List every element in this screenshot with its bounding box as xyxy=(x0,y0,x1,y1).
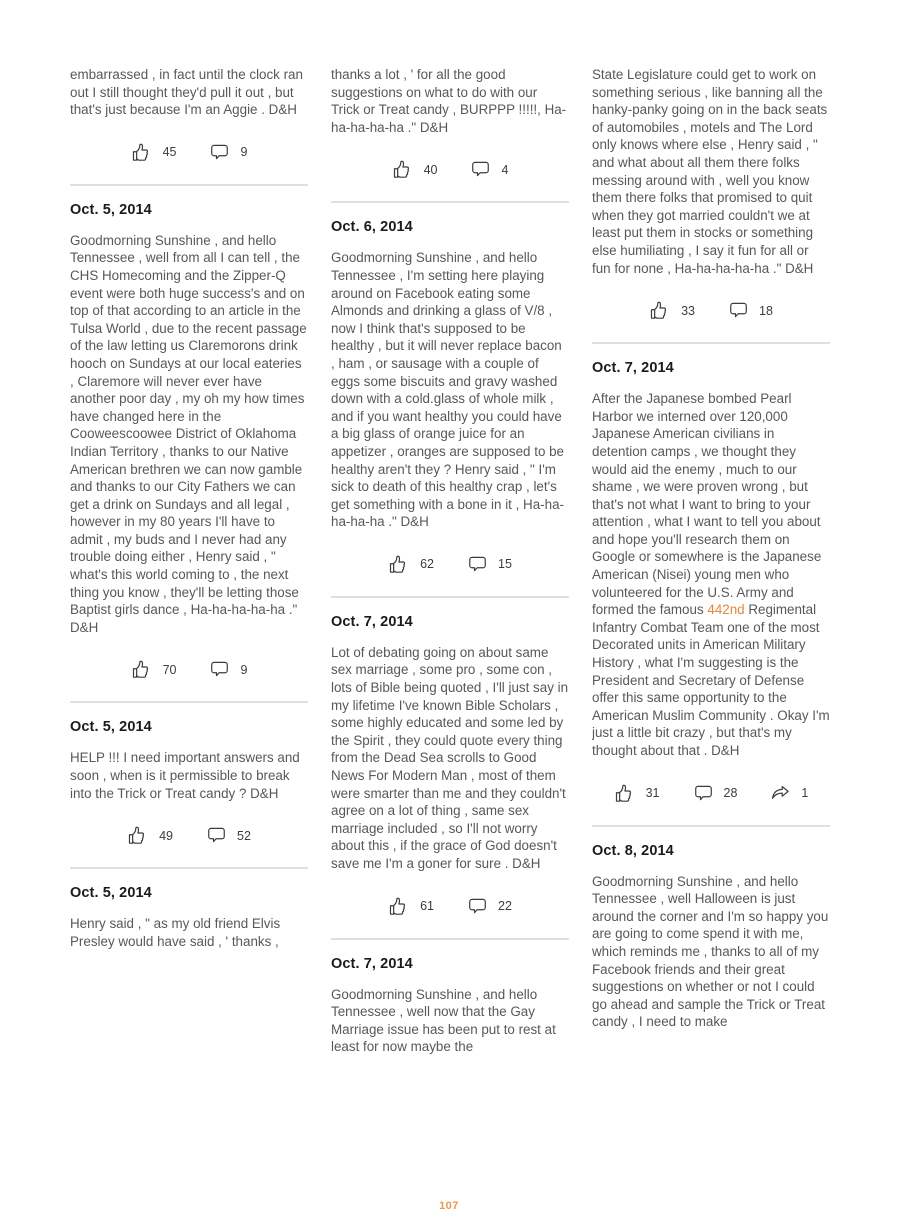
like-stat xyxy=(649,299,695,322)
post-date: Oct. 5, 2014 xyxy=(70,885,152,902)
post-text: State Legislature could get to work on something serious , like banning all the hanky-panky going on in the back seats of automobiles , motels and The Lord only knows where else , Henry said , " and what about all them there folks messing around with , well you know them there folks that promised to quit when they got married couldn't we at least put them in stocks or something else humiliating , I say it fun for all or fun for none , Ha-ha-ha-ha-ha ." D&H xyxy=(592,67,828,276)
post-text: Goodmorning Sunshine , and hello Tennessee , well now that the Gay Marriage issue has been put to rest at least for now maybe the xyxy=(331,986,556,1055)
post xyxy=(70,885,308,950)
post-date: Oct. 7, 2014 xyxy=(592,360,674,377)
comment-bubble-icon xyxy=(205,824,228,847)
post-text: embarrassed , in fact until the clock ran out I still thought they'd pull it out , but that's just because I'm an Aggie . D&H xyxy=(70,67,303,118)
comment-bubble-icon xyxy=(692,782,715,805)
like-stat xyxy=(131,141,177,164)
post-separator xyxy=(70,701,308,703)
post-separator xyxy=(70,867,308,869)
post-text: After the Japanese bombed Pearl Harbor we interned over 120,000 Japanese American civilians in detention camps , we thought they would aid the enemy , much to our shame , we were proven wrong , but that's not what I want to bring to your attention , what I want to tell you about and hope you'll research them on Google or somewhere is the Japanese American (Nisei) young men who volunteered for the U.S. Army and formed the famous xyxy=(592,391,822,618)
posts-column-3 xyxy=(592,66,830,1056)
post xyxy=(331,219,569,598)
post-text: Goodmorning Sunshine , and hello Tennessee , I'm setting here playing around on Facebook eating some Almonds and drinking a glass of V/8 , now I think that's supposed to be healthy , but it will never replace bacon , ham , or sausage with a couple of eggs some biscuits and gravy washed down with a cold.glass of whole milk , and if you want healthy you could have a big glass of orange juice for an appetizer , oranges are supposed to be healthy aren't they ? Henry said , " I'm sick to death of this healthy crap , let's get something with a bone in it , Ha-ha-ha-ha-ha ." D&H xyxy=(331,250,565,530)
thumbs-up-icon xyxy=(388,553,411,576)
post-stats xyxy=(331,553,569,576)
post-separator xyxy=(592,825,830,827)
thumbs-up-icon xyxy=(649,299,672,322)
post-text: Regimental Infantry Combat Team one of the most Decorated units in American Military History , what I'm suggesting is the President and Secretary of Defense offer this same opportunity to the American Muslim Community . Okay I'm just a little bit crazy , but that's my thought about that . D&H xyxy=(592,602,830,758)
post-stats xyxy=(331,158,569,181)
post-link[interactable]: 442nd xyxy=(707,602,745,618)
comment-count: 4 xyxy=(501,162,509,177)
comment-count: 28 xyxy=(723,786,738,801)
comment-stat xyxy=(466,553,512,576)
post-separator xyxy=(592,342,830,344)
like-stat xyxy=(614,782,660,805)
post-body xyxy=(592,390,830,759)
post-stats xyxy=(70,141,308,164)
post-date: Oct. 5, 2014 xyxy=(70,201,152,218)
post xyxy=(331,956,569,1056)
like-stat xyxy=(388,895,434,918)
comment-count: 9 xyxy=(240,662,248,677)
post-body xyxy=(331,644,569,873)
like-stat xyxy=(127,824,173,847)
comment-bubble-icon xyxy=(208,141,231,164)
post xyxy=(592,843,830,1031)
like-stat xyxy=(131,658,177,681)
comment-stat xyxy=(727,299,773,322)
comment-count: 9 xyxy=(240,145,248,160)
post-separator xyxy=(70,184,308,186)
comment-stat xyxy=(208,658,247,681)
post-text: Goodmorning Sunshine , and hello Tennessee , well from all I can tell , the CHS Homecoming and the Zipper-Q event were both huge success's and on top of that according to an article in the Tulsa World , due to the recent passage of the law letting us Claremorons drink hooch on Sundays at our local eateries , Claremore will never ever have another poor day , my oh my how times have changed here in the Cooweescoowee District of Oklahoma Indian Territory , thanks to our Native American brethren we can now gamble and thanks to our City Fathers we can get a drink on Sundays and all legal , however in my 80 years I'll have to admit , my buds and I never had any trouble doing either , Henry said , " what's this world coming to , the next thing you know , they'll be letting those Baptist girls dance , Ha-ha-ha-ha-ha ." D&H xyxy=(70,232,307,635)
post-body xyxy=(70,66,308,119)
comment-stat xyxy=(466,895,512,918)
posts-column-2 xyxy=(331,66,569,1056)
post xyxy=(70,202,308,704)
page-number: 107 xyxy=(439,1200,459,1212)
post xyxy=(592,66,830,344)
post-separator xyxy=(331,201,569,203)
posts-column-1 xyxy=(70,66,308,1056)
post-body xyxy=(592,66,830,277)
comment-count: 22 xyxy=(498,899,512,914)
like-stat xyxy=(388,553,434,576)
share-arrow-icon xyxy=(769,782,792,805)
comment-bubble-icon xyxy=(208,658,231,681)
post-body xyxy=(592,873,830,1031)
like-count: 31 xyxy=(645,786,660,801)
post xyxy=(70,719,308,869)
like-count: 62 xyxy=(420,557,434,572)
post-body xyxy=(70,232,308,637)
thumbs-up-icon xyxy=(127,824,150,847)
post xyxy=(70,66,308,186)
like-count: 49 xyxy=(159,828,173,843)
post xyxy=(592,360,830,826)
post-body xyxy=(331,66,569,136)
post-date: Oct. 6, 2014 xyxy=(331,219,413,236)
thumbs-up-icon xyxy=(388,895,411,918)
thumbs-up-icon xyxy=(131,141,154,164)
comment-bubble-icon xyxy=(727,299,750,322)
post-body xyxy=(70,915,308,950)
post-date: Oct. 5, 2014 xyxy=(70,719,152,736)
comment-count: 52 xyxy=(237,828,251,843)
post xyxy=(331,614,569,940)
post-stats xyxy=(331,895,569,918)
post-text: thanks a lot , ' for all the good suggestions on what to do with our Trick or Treat candy , BURPPP !!!!!, Ha-ha-ha-ha-ha ." D&H xyxy=(331,67,567,135)
post-body xyxy=(70,749,308,802)
like-count: 61 xyxy=(420,899,434,914)
comment-bubble-icon xyxy=(466,895,489,918)
post-text: HELP !!! I need important answers and soon , when is it permissible to break into the Trick or Treat candy ? D&H xyxy=(70,750,300,801)
post-separator xyxy=(331,938,569,940)
thumbs-up-icon xyxy=(392,158,415,181)
post-date: Oct. 7, 2014 xyxy=(331,613,413,630)
post-text: Henry said , " as my old friend Elvis Presley would have said , ' thanks , xyxy=(70,916,281,949)
post-stats xyxy=(592,782,830,805)
like-count: 33 xyxy=(681,303,695,318)
comment-stat xyxy=(692,782,738,805)
post-stats xyxy=(592,299,830,322)
thumbs-up-icon xyxy=(131,658,154,681)
post xyxy=(331,66,569,203)
like-count: 70 xyxy=(162,662,177,677)
post-body xyxy=(331,249,569,531)
like-count: 40 xyxy=(423,162,438,177)
post-text: Lot of debating going on about same sex marriage , some pro , some con , lots of Bible being quoted , I'll just say in my lifetime I've known Bible Scholars , some highly educated and some led by the Spirit , they could quote every thing from the Dead Sea scrolls to Good News For Modern Man , most of them were smarter than me and they couldn't agree on a lot of thing , same sex marriage included , so I'll not worry about this , if the grace of God doesn't save me I'm a goner for sure . D&H xyxy=(331,644,569,871)
comment-bubble-icon xyxy=(469,158,492,181)
thumbs-up-icon xyxy=(614,782,637,805)
post-date: Oct. 8, 2014 xyxy=(592,842,674,859)
like-stat xyxy=(392,158,438,181)
comment-stat xyxy=(208,141,247,164)
post-body xyxy=(331,986,569,1056)
share-count: 1 xyxy=(801,786,809,801)
comment-stat xyxy=(469,158,508,181)
comment-bubble-icon xyxy=(466,553,489,576)
post-stats xyxy=(70,824,308,847)
post-stats xyxy=(70,658,308,681)
comment-count: 18 xyxy=(759,303,773,318)
like-count: 45 xyxy=(162,145,177,160)
post-separator xyxy=(331,596,569,598)
comment-stat xyxy=(205,824,251,847)
comment-count: 15 xyxy=(498,557,512,572)
share-stat xyxy=(769,782,808,805)
post-date: Oct. 7, 2014 xyxy=(331,955,413,972)
post-text: Goodmorning Sunshine , and hello Tennessee , well Halloween is just around the corner and I'm so happy you are going to come spend it with me, which reminds me , thanks to all of my Facebook friends and their great suggestions on whether or not I could go ahead and sample the Trick or Treat candy , I need to make xyxy=(592,873,829,1030)
